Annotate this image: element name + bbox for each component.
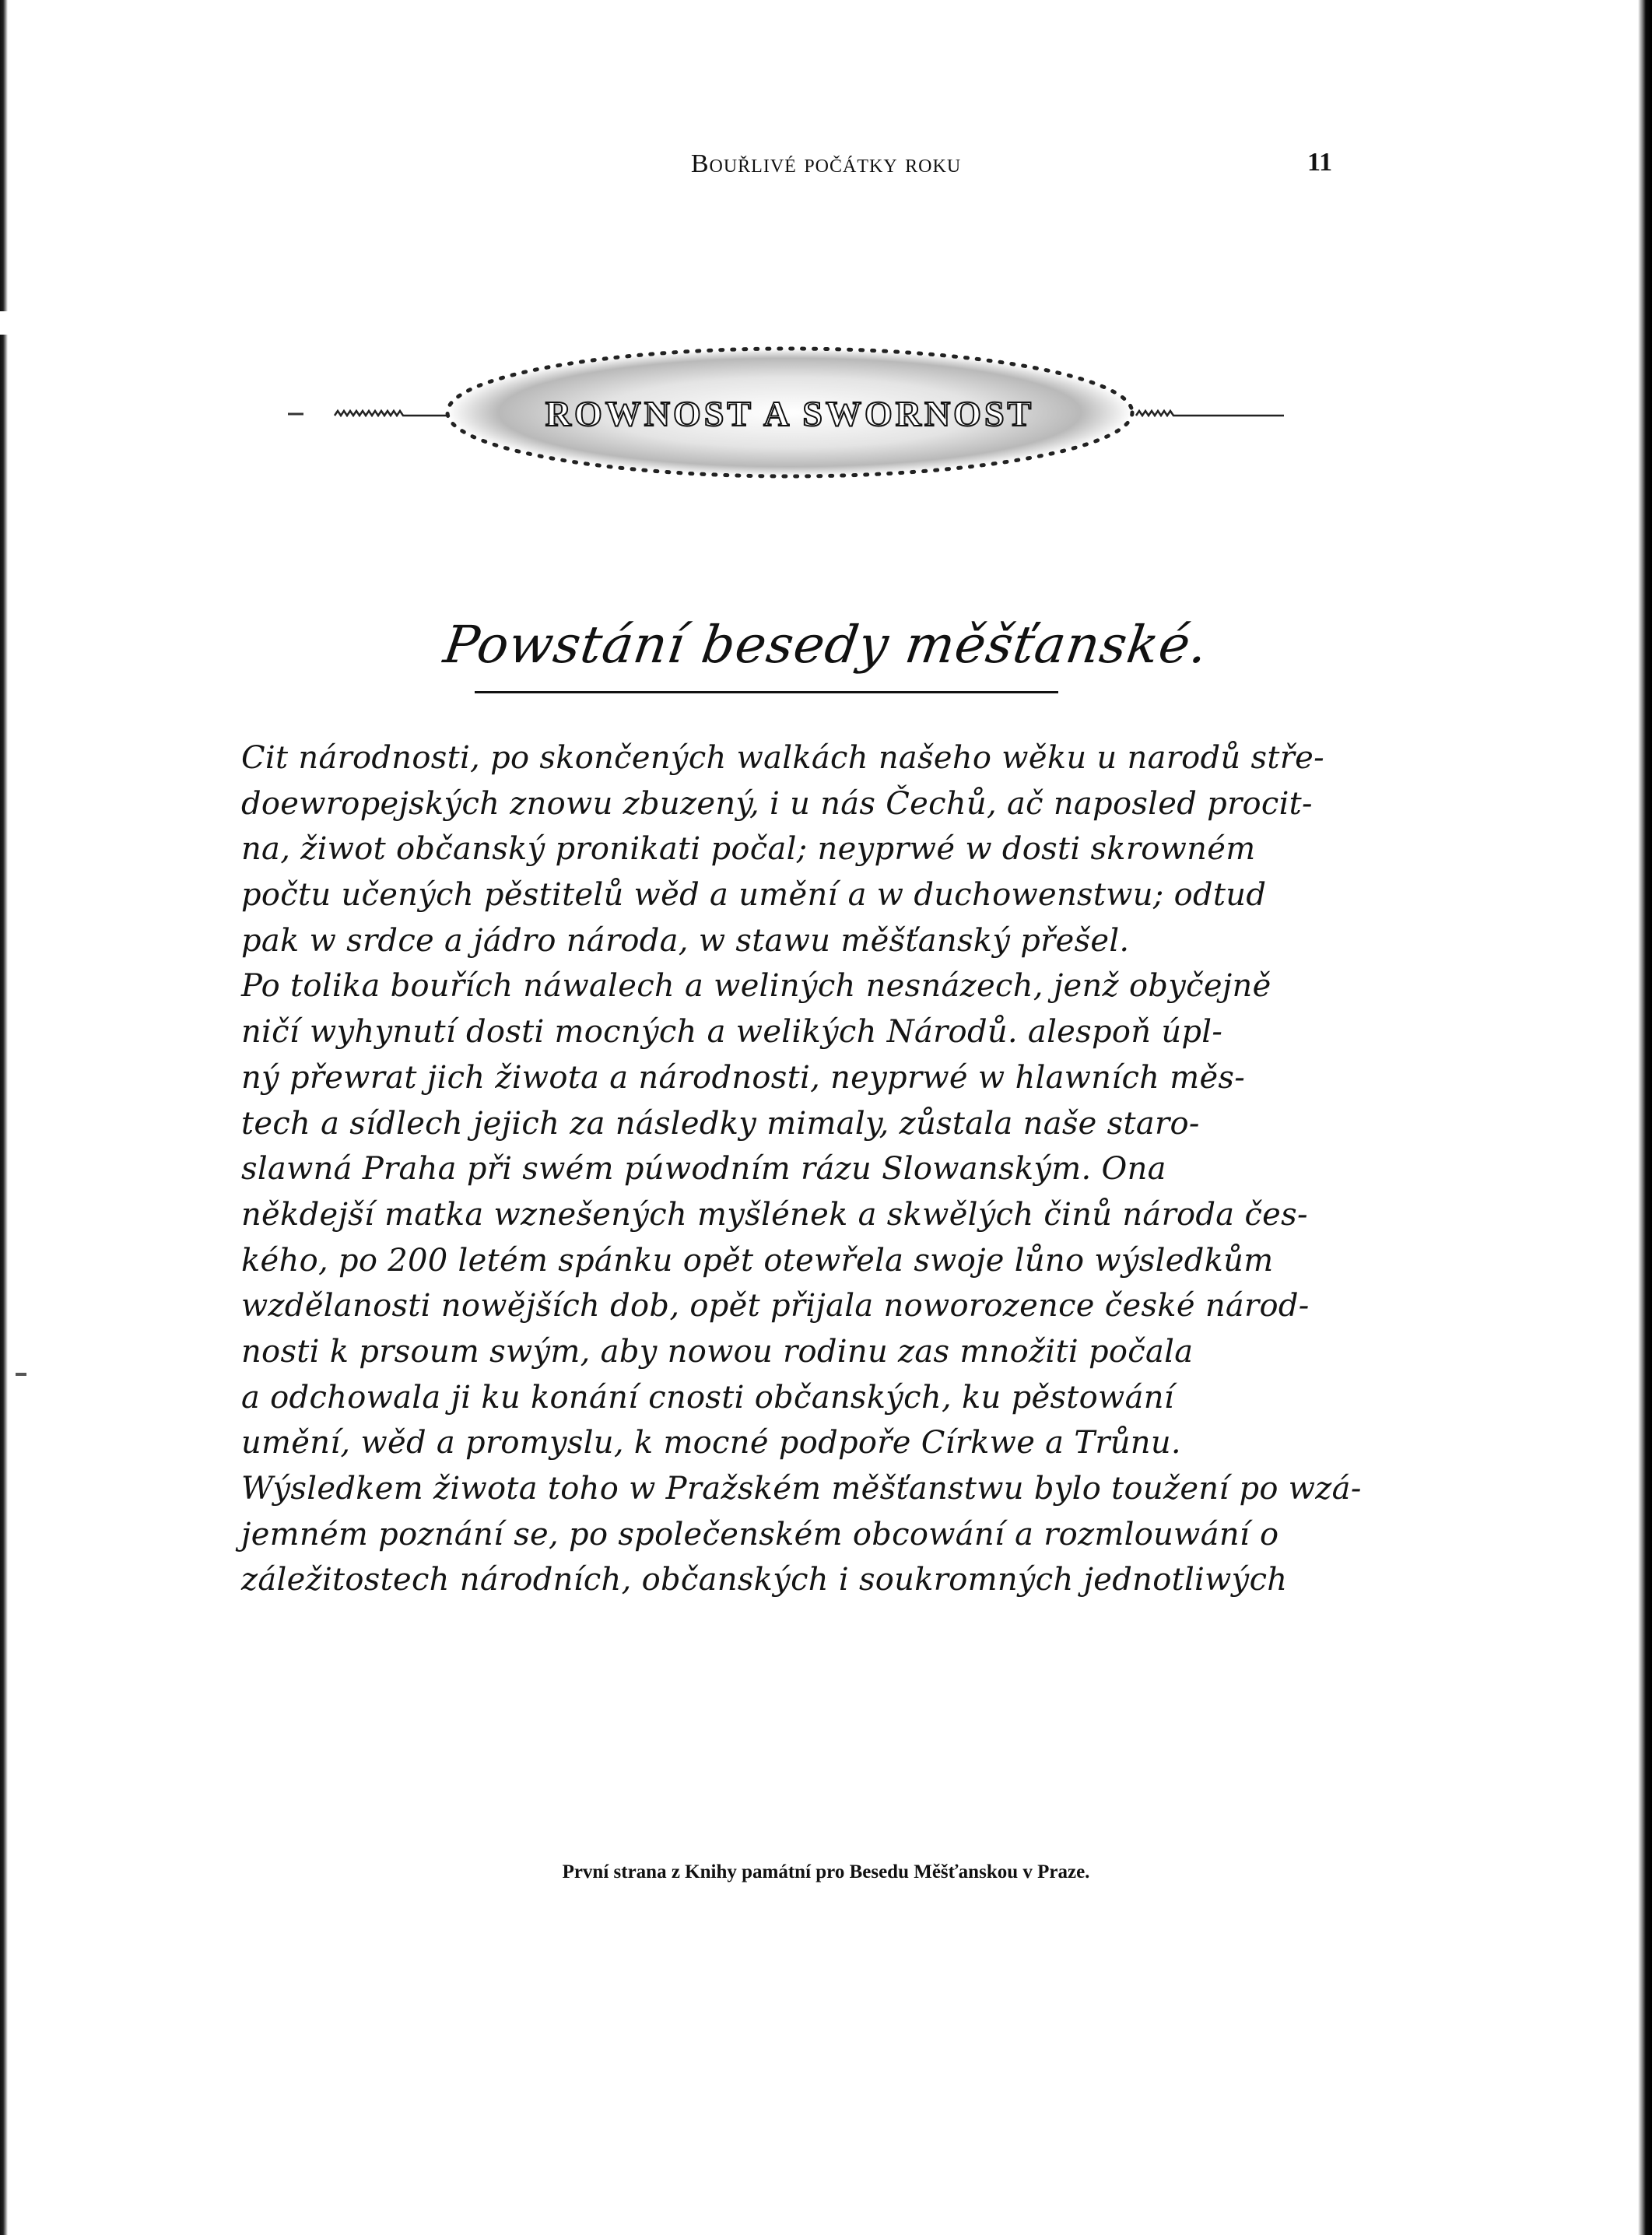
manuscript-line: na, žiwot občanský pronikati počal; neyprwé w dosti skrowném <box>241 831 1256 868</box>
manuscript-line: ničí wyhynutí dosti mocných a welikých Národů. alespoň úpl- <box>241 1014 1223 1051</box>
book-binding-left-edge <box>0 0 8 2235</box>
manuscript-line: kého, po 200 letém spánku opět otewřela swoje lůno wýsledkům <box>241 1242 1274 1279</box>
manuscript-line: ný přewrat jich žiwota a národnosti, neyprwé w hlawních měs- <box>241 1059 1246 1096</box>
manuscript-line: někdejší matka wznešených myšlének a skwělých činů národa čes- <box>241 1196 1308 1233</box>
manuscript-text <box>241 735 1362 1603</box>
book-binding-right-edge <box>1638 0 1652 2235</box>
manuscript-line: Wýsledkem žiwota toho w Pražském měšťanstwu bylo toužení po wzá- <box>241 1471 1362 1507</box>
manuscript-line: Po tolika bouřích náwalech a weliných nesnázech, jenž obyčejně <box>241 968 1271 1005</box>
banner-right-flourish <box>1136 411 1284 416</box>
manuscript-line: tech a sídlech jejich za následky mimaly, zůstala naše staro- <box>241 1105 1200 1142</box>
running-head <box>0 149 1652 179</box>
manuscript-line: umění, wěd a promyslu, k mocné podpoře Církwe a Trůnu. <box>241 1425 1181 1461</box>
manuscript-line: počtu učených pěstitelů wěd a umění a w duchowenstwu; odtud <box>241 877 1267 914</box>
manuscript-line: a odchowala ji ku konání cnosti občanských, ku pěstowání <box>241 1379 1174 1416</box>
page-number: 11 <box>1307 148 1333 177</box>
banner-motto-text: ROWNOST A SWORNOST <box>545 394 1035 433</box>
manuscript-line: Cit národnosti, po skončených walkách našeho wěku u narodů stře- <box>241 740 1324 776</box>
motto-banner <box>272 335 1307 498</box>
manuscript-line: doewropejských znowu zbuzený, i u nás Čechů, ač naposled procit- <box>241 785 1313 822</box>
manuscript-line: wzdělanosti nowějších dob, opět přijala noworozence české národ- <box>241 1288 1310 1325</box>
manuscript-line: nosti k prsoum swým, aby nowou rodinu zas množiti počala <box>241 1333 1194 1370</box>
running-head-title: Bouřlivé počátky roku <box>690 149 962 178</box>
title-underline <box>475 691 1058 693</box>
manuscript-line: záležitostech národních, občanských i soukromných jednotliwých <box>241 1562 1288 1598</box>
margin-mark <box>16 1373 26 1376</box>
banner-left-flourish <box>335 411 459 416</box>
manuscript-line: slawná Praha při swém púwodním rázu Slowanským. Ona <box>241 1151 1166 1188</box>
manuscript-line: pak w srdce a jádro národa, w stawu měšťanský přešel. <box>241 922 1130 959</box>
figure-caption: První strana z Knihy památní pro Besedu Měšťanskou v Praze. <box>562 1861 1090 1882</box>
manuscript-title: Powstání besedy měšťanské. <box>440 615 1212 675</box>
manuscript-line: jemném poznání se, po společenském obcowání a rozmlouwání o <box>241 1516 1279 1553</box>
